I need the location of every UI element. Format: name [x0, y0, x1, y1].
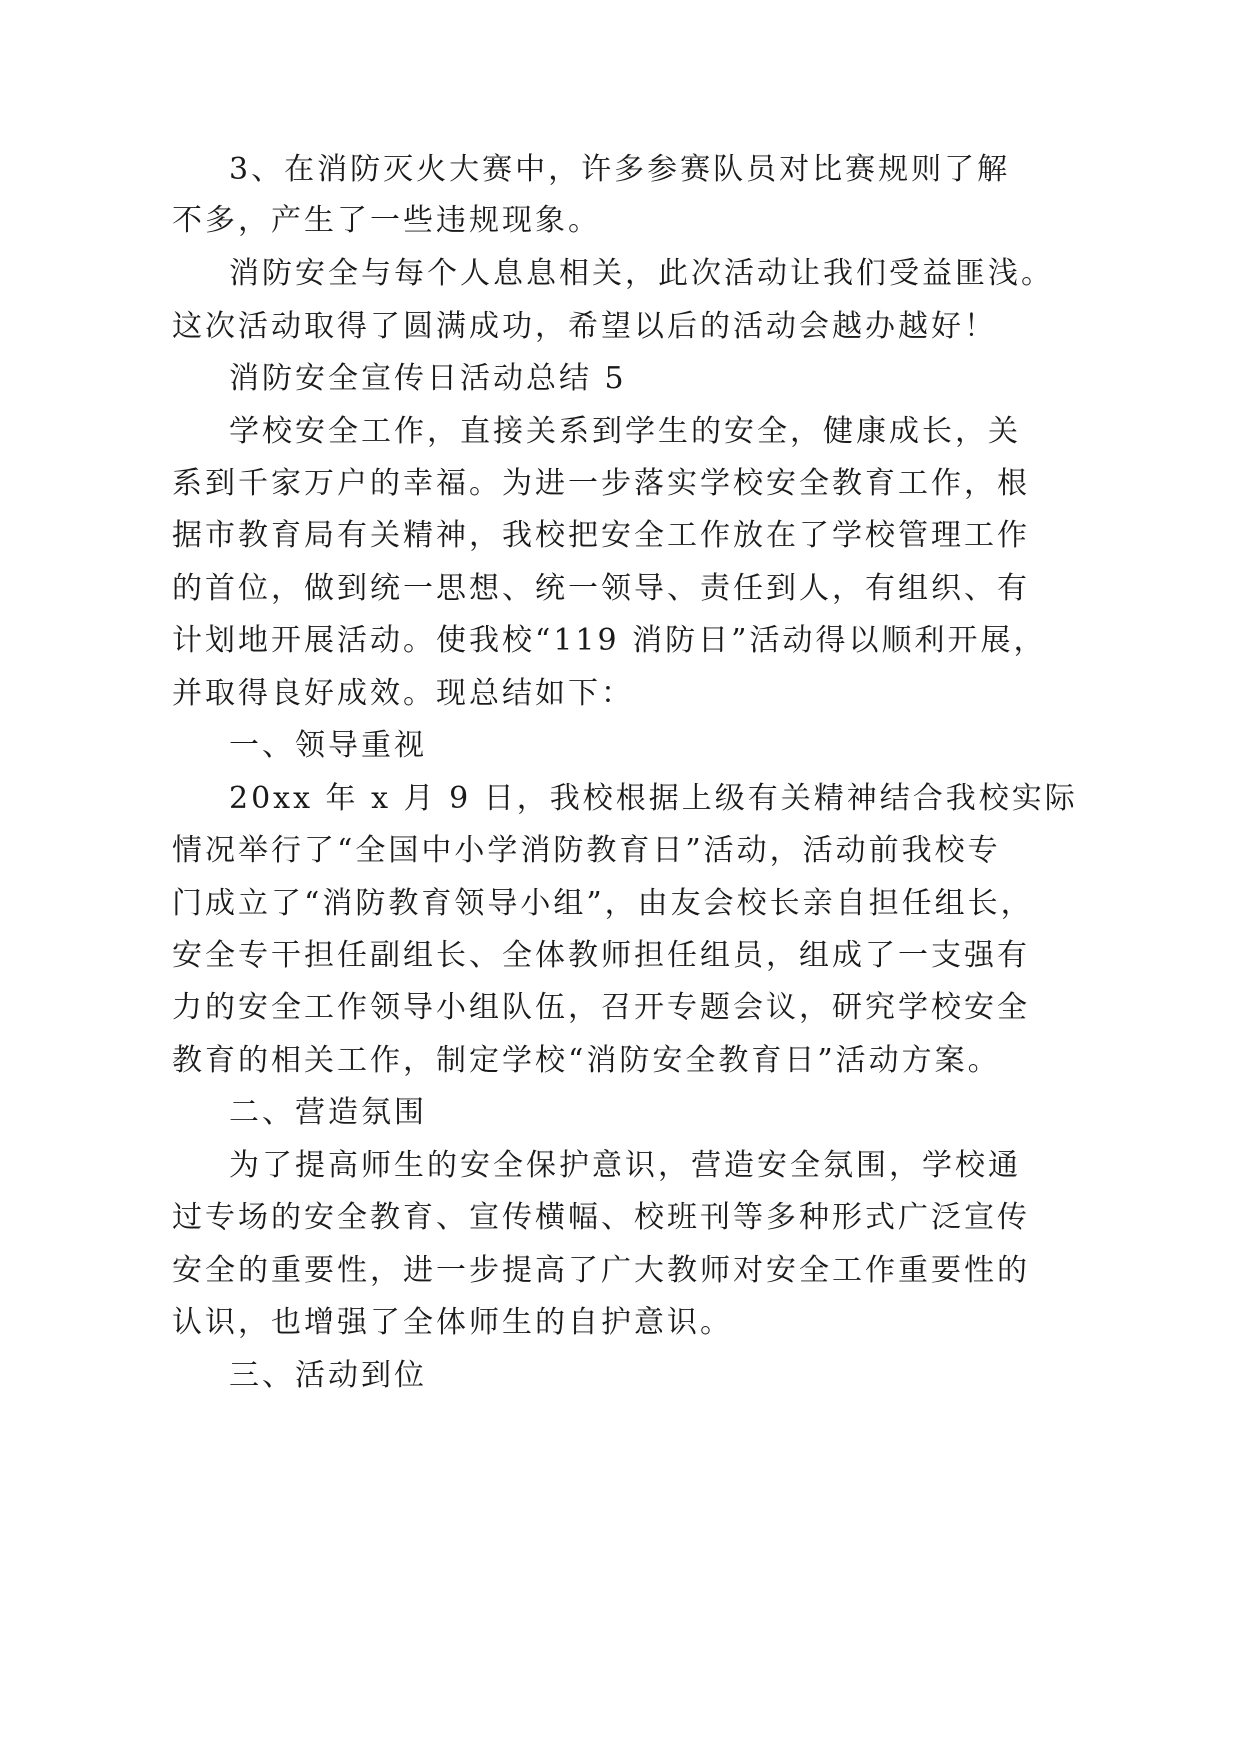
paragraph-line: 过专场的安全教育、宣传横幅、校班刊等多种形式广泛宣传 — [172, 1200, 1030, 1235]
paragraph-line: 门成立了“消防教育领导小组”，由友会校长亲自担任组长， — [172, 886, 1034, 921]
section-title: 消防安全宣传日活动总结 5 — [229, 361, 627, 396]
section-heading: 二、营造氛围 — [229, 1095, 427, 1130]
paragraph-line: 安全专干担任副组长、全体教师担任组员，组成了一支强有 — [172, 938, 1030, 973]
paragraph-line: 20xx 年 x 月 9 日，我校根据上级有关精神结合我校实际 — [229, 781, 1078, 816]
paragraph-line: 教育的相关工作，制定学校“消防安全教育日”活动方案。 — [172, 1043, 1001, 1078]
section-heading: 三、活动到位 — [229, 1358, 427, 1393]
paragraph-line: 计划地开展活动。使我校“119 消防日”活动得以顺利开展， — [172, 623, 1047, 658]
paragraph-line: 认识，也增强了全体师生的自护意识。 — [172, 1305, 733, 1340]
paragraph-line: 安全的重要性，进一步提高了广大教师对安全工作重要性的 — [172, 1253, 1030, 1288]
paragraph-line: 的首位，做到统一思想、统一领导、责任到人，有组织、有 — [172, 571, 1030, 606]
paragraph-line: 系到千家万户的幸福。为进一步落实学校安全教育工作，根 — [172, 466, 1030, 501]
paragraph-line: 并取得良好成效。现总结如下： — [172, 676, 634, 711]
paragraph-line: 情况举行了“全国中小学消防教育日”活动，活动前我校专 — [172, 833, 1001, 868]
paragraph-line: 消防安全与每个人息息相关，此次活动让我们受益匪浅。 — [229, 256, 1054, 291]
paragraph-line: 为了提高师生的安全保护意识，营造安全氛围，学校通 — [229, 1148, 1021, 1183]
paragraph-line: 学校安全工作，直接关系到学生的安全，健康成长，关 — [229, 414, 1021, 449]
paragraph-line: 据市教育局有关精神，我校把安全工作放在了学校管理工作 — [172, 518, 1030, 553]
section-heading: 一、领导重视 — [229, 728, 427, 763]
paragraph-line: 这次活动取得了圆满成功，希望以后的活动会越办越好！ — [172, 309, 997, 344]
paragraph-line: 3、在消防灭火大赛中，许多参赛队员对比赛规则了解 — [229, 152, 1011, 187]
paragraph-line: 力的安全工作领导小组队伍，召开专题会议，研究学校安全 — [172, 990, 1030, 1025]
paragraph-line: 不多，产生了一些违规现象。 — [172, 203, 601, 238]
